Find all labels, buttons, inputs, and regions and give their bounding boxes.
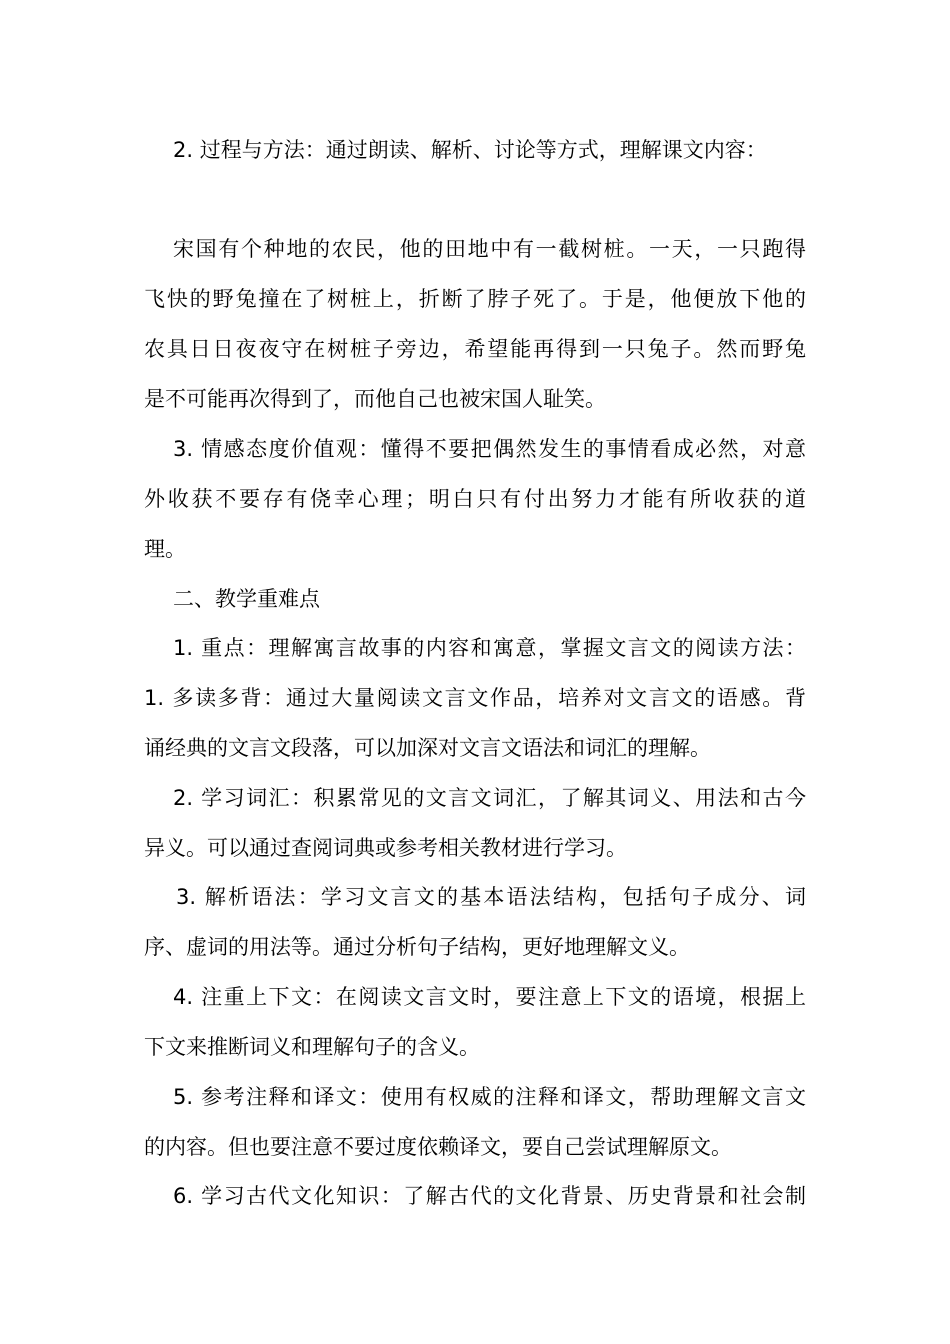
method-1-line-1: 1. 多读多背：通过大量阅读文言文作品，培养对文言文的语感。背 — [144, 686, 806, 710]
method-3-line-1: 3. 解析语法：学习文言文的基本语法结构，包括句子成分、词 — [176, 885, 806, 909]
story-line-4: 是不可能再次得到了，而他自己也被宋国人耻笑。 — [144, 387, 606, 411]
key-point-line: 1. 重点：理解寓言故事的内容和寓意，掌握文言文的阅读方法： — [173, 636, 806, 660]
story-line-2: 飞快的野兔撞在了树桩上，折断了脖子死了。于是，他便放下他的 — [144, 287, 806, 311]
objective-emotion-line-1: 3. 情感态度价值观：懂得不要把偶然发生的事情看成必然，对意 — [173, 437, 806, 461]
method-4-line-2: 下文来推断词义和理解句子的含义。 — [144, 1035, 480, 1059]
story-line-1: 宋国有个种地的农民，他的田地中有一截树桩。一天，一只跑得 — [173, 237, 806, 261]
story-line-3: 农具日日夜夜守在树桩子旁边，希望能再得到一只兔子。然而野兔 — [144, 337, 806, 361]
objective-emotion-line-2: 外收获不要存有侥幸心理；明白只有付出努力才能有所收获的道 — [144, 487, 806, 511]
method-5-line-1: 5. 参考注释和译文：使用有权威的注释和译文，帮助理解文言文 — [173, 1085, 806, 1109]
method-2-line-1: 2. 学习词汇：积累常见的文言文词汇，了解其词义、用法和古今 — [173, 786, 806, 810]
method-3-line-2: 序、虚词的用法等。通过分析句子结构，更好地理解文义。 — [144, 935, 690, 959]
objective-emotion-line-3: 理。 — [144, 537, 186, 561]
objective-process-method: 2. 过程与方法：通过朗读、解析、讨论等方式，理解课文内容： — [173, 138, 767, 162]
method-6-line-1: 6. 学习古代文化知识：了解古代的文化背景、历史背景和社会制 — [173, 1184, 806, 1208]
method-1-line-2: 诵经典的文言文段落，可以加深对文言文语法和词汇的理解。 — [144, 736, 711, 760]
section-heading-key-points: 二、教学重难点 — [173, 587, 320, 611]
method-5-line-2: 的内容。但也要注意不要过度依赖译文，要自己尝试理解原文。 — [144, 1135, 732, 1159]
method-2-line-2: 异义。可以通过查阅词典或参考相关教材进行学习。 — [144, 836, 627, 860]
method-4-line-1: 4. 注重上下文：在阅读文言文时，要注意上下文的语境，根据上 — [173, 985, 806, 1009]
